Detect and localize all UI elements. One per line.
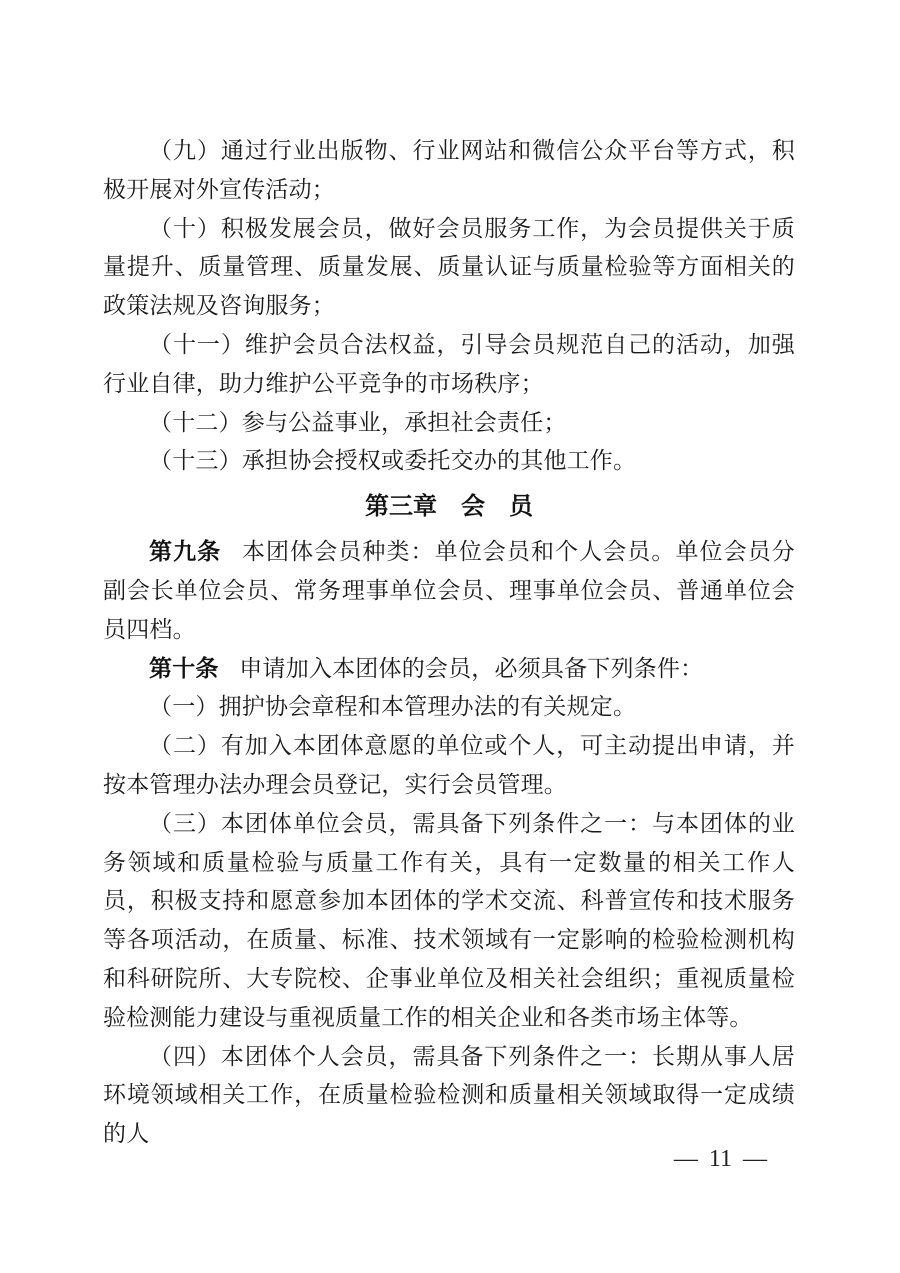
body-paragraph: （九）通过行业出版物、行业网站和微信公众平台等方式，积极开展对外宣传活动； — [103, 138, 795, 202]
body-paragraph: （二）有加入本团体意愿的单位或个人，可主动提出申请，并按本管理办法办理会员登记，实行会员管理。 — [103, 733, 795, 797]
body-paragraph: （一）拥护协会章程和本管理办法的有关规定。 — [149, 694, 637, 720]
body-paragraph: （十）积极发展会员，做好会员服务工作，为会员提供关于质量提升、质量管理、质量发展、质量认证与质量检验等方面相关的政策法规及咨询服务； — [103, 215, 795, 319]
article-text: 本团体会员种类：单位会员和个人会员。单位会员分副会长单位会员、常务理事单位会员、理事单位会员、普通单位会员四档。 — [103, 539, 795, 642]
page-number: 11 — [708, 1146, 732, 1172]
article-label: 第十条 — [149, 655, 219, 681]
body-paragraph: （十三）承担协会授权或委托交办的其他工作。 — [149, 448, 637, 474]
article-paragraph — [103, 533, 795, 649]
body-paragraph: （四）本团体个人会员，需具备下列条件之一：长期从事人居环境领域相关工作，在质量检验检测和质量相关领域取得一定成绩的人 — [103, 1043, 795, 1147]
footer-right-dash: — — [743, 1146, 767, 1172]
body-paragraph: （十一）维护会员合法权益，引导会员规范自己的活动，加强行业自律，助力维护公平竞争的市场秩序； — [103, 331, 795, 396]
body-paragraph: （三）本团体单位会员，需具备下列条件之一：与本团体的业务领域和质量检验与质量工作有关，具有一定数量的相关工作人员，积极支持和愿意参加本团体的学术交流、科普宣传和技术服务等各项活动，在质量、标准、技术领域有一定影响的检验检测机构和科研院所、大专院校、企事业单位及相关社会组织；重视质量检验检测能力建设与重视质量工作的相关企业和各类市场主体等。 — [103, 810, 795, 1030]
page-footer — [674, 1144, 767, 1174]
document-body — [103, 132, 795, 1154]
body-paragraph: （十二）参与公益事业，承担社会责任； — [149, 409, 567, 435]
footer-left-dash: — — [673, 1146, 698, 1172]
article-label: 第九条 — [149, 539, 222, 565]
chapter-heading: 第三章 会 员 — [365, 494, 533, 521]
article-text: 申请加入本团体的会员，必须具备下列条件： — [239, 655, 704, 681]
article-paragraph — [103, 650, 795, 689]
